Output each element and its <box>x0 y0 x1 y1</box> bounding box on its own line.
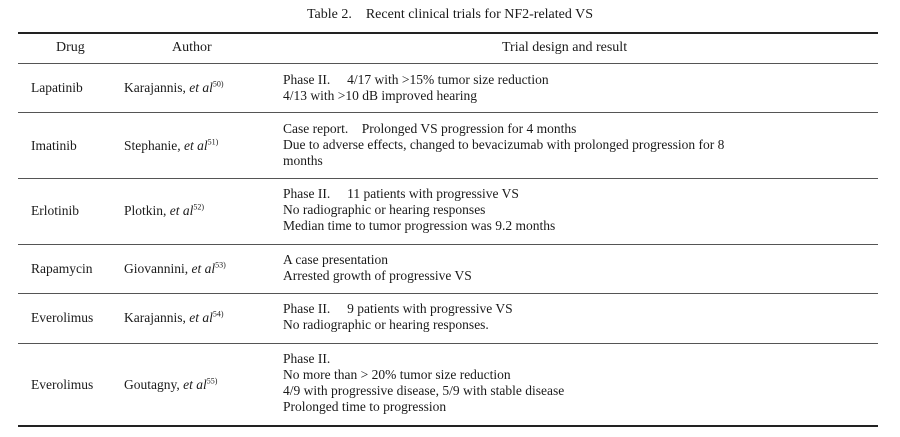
header-trial: Trial design and result <box>502 40 628 55</box>
header-author: Author <box>172 40 212 55</box>
author-cell: Stephanie, et $al^{51)}$ <box>124 137 219 153</box>
author-cell: Karajannis, et $al^{50)}$ <box>124 79 224 95</box>
table-caption: Table 2. Recent clinical trials for NF2-related VS <box>306 7 594 22</box>
row-divider <box>18 244 878 245</box>
result-cell: Phase II. 11 patients with progressive VS No radiographic or hearing responses Median time to tumor progression was 9.2 months <box>283 186 556 233</box>
drug-cell: Rapamycin <box>31 261 93 276</box>
row-divider <box>18 178 878 179</box>
result-cell: Phase II. No more than > 20% tumor size reduction 4/9 with progressive disease, 5/9 with stable disease Prolonged time to progression <box>283 351 565 414</box>
author-cell: Plotkin, et $al^{52)}$ <box>124 202 205 218</box>
author-cell: Goutagny, et $al^{55)}$ <box>124 376 218 392</box>
result-cell: Phase II. 9 patients with progressive VS No radiographic or hearing responses. <box>283 301 513 332</box>
row-divider <box>18 293 878 294</box>
drug-cell: Imatinib <box>31 138 77 153</box>
drug-cell: Lapatinib <box>31 80 83 95</box>
header-rule <box>18 63 878 64</box>
drug-cell: Everolimus <box>31 377 94 392</box>
result-cell: Phase II. 4/17 with >15% tumor size reduction 4/13 with >10 dB improved hearing <box>283 72 549 103</box>
drug-cell: Everolimus <box>31 310 94 325</box>
top-rule <box>18 32 878 34</box>
bottom-rule <box>18 425 878 427</box>
result-cell: Case report. Prolonged VS progression for 4 months Due to adverse effects, changed to bevacizumab with prolonged progression for 8 months <box>283 121 725 168</box>
author-cell: Karajannis, et $al^{54)}$ <box>124 309 224 325</box>
author-cell: Giovannini, et $al^{53)}$ <box>124 260 226 276</box>
header-drug: Drug <box>56 40 85 55</box>
row-divider <box>18 343 878 344</box>
result-cell: A case presentation Arrested growth of progressive VS <box>283 252 472 283</box>
row-divider <box>18 112 878 113</box>
drug-cell: Erlotinib <box>31 203 79 218</box>
